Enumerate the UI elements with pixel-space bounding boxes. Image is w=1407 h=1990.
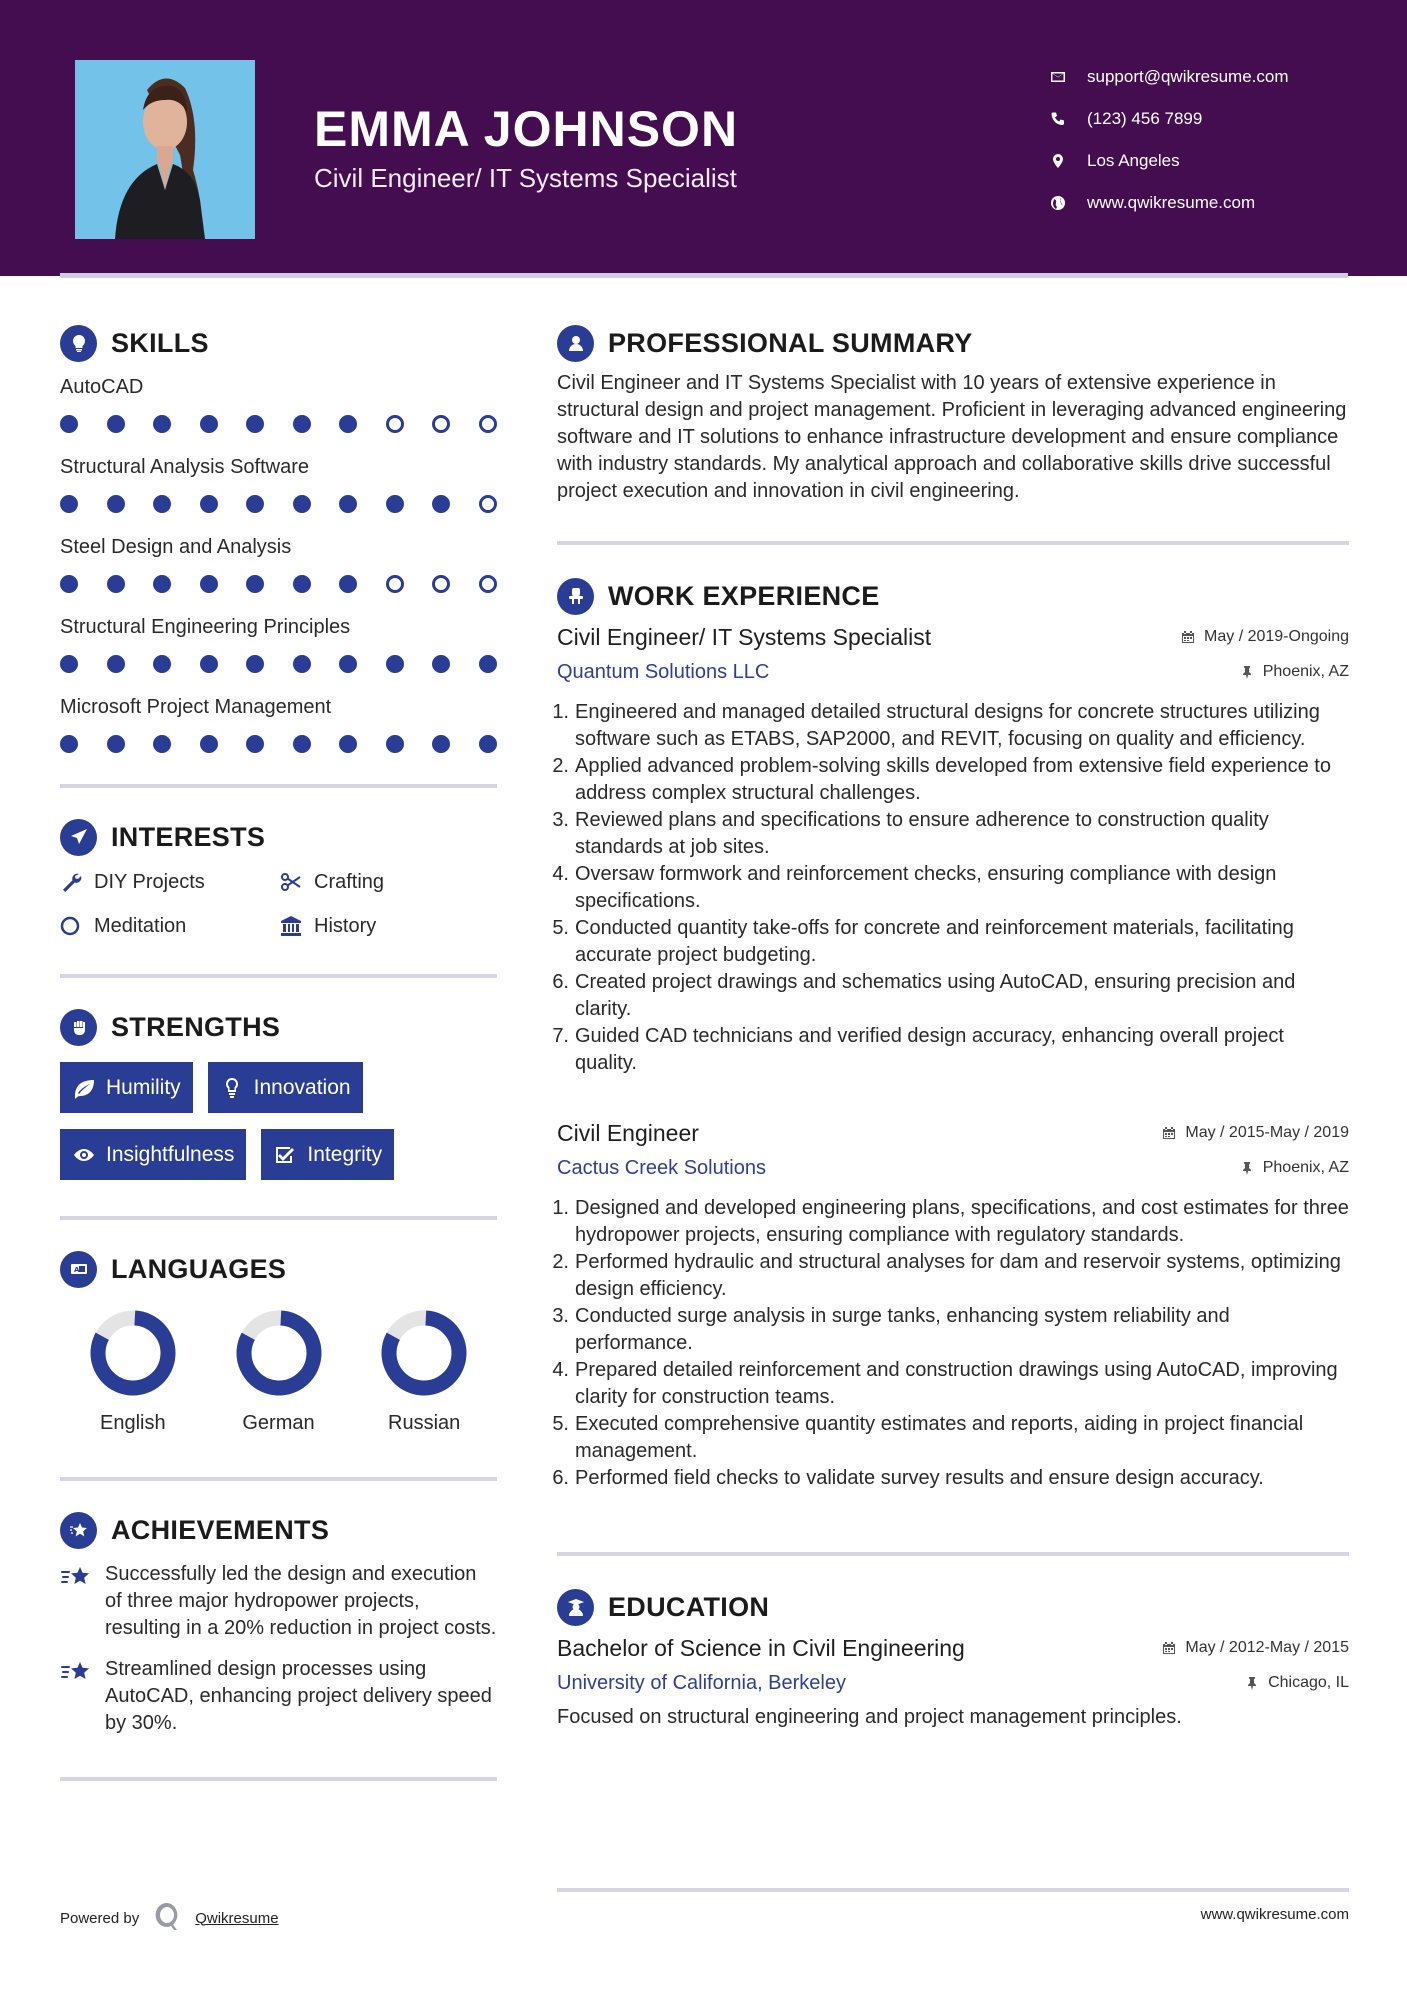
job-location — [1240, 1159, 1349, 1177]
section-divider — [557, 541, 1349, 545]
language-donut — [236, 1310, 322, 1396]
achievement-item — [60, 1561, 497, 1642]
job-dates — [1162, 1124, 1349, 1142]
wrench-icon — [60, 871, 94, 893]
rating-dot-filled — [339, 735, 357, 753]
contact-email[interactable] — [1050, 56, 1289, 98]
skills-list — [60, 372, 497, 766]
bullet-number: 4. — [552, 1359, 569, 1381]
languages-list — [60, 1310, 497, 1435]
fist-icon — [60, 1009, 97, 1046]
achievement-text: Successfully led the design and execution of three major hydropower projects, resulting in a 20% reduction in project costs. — [105, 1563, 497, 1639]
skills-section — [60, 320, 497, 788]
skill-name: Steel Design and Analysis — [60, 536, 292, 558]
experience-heading: WORK EXPERIENCE — [608, 580, 880, 611]
skill-name: Microsoft Project Management — [60, 696, 332, 718]
skill-rating — [60, 642, 497, 686]
graduate-icon — [557, 1589, 594, 1626]
contact-website-text: www.qwikresume.com — [1087, 193, 1256, 212]
bullet-text: Conducted quantity take-offs for concrete and reinforcement materials, facilitating accurate project budgeting. — [575, 917, 1294, 966]
section-divider — [557, 1552, 1349, 1556]
bullet-text: Oversaw formwork and reinforcement checks, ensuring compliance with design specifications. — [575, 863, 1277, 912]
user-icon — [557, 325, 594, 362]
education-location — [1245, 1674, 1349, 1692]
resume-header — [0, 0, 1407, 276]
interests-heading: INTERESTS — [111, 821, 266, 852]
interest-label: DIY Projects — [94, 870, 205, 893]
strength-badge — [208, 1062, 363, 1113]
rating-dot-filled — [293, 735, 311, 753]
rating-dot-filled — [153, 575, 171, 593]
job-bullet — [552, 1411, 1349, 1465]
bullet-number: 5. — [552, 1413, 569, 1435]
language-name: English — [100, 1412, 166, 1434]
bullet-number: 7. — [552, 1025, 569, 1047]
rating-dot-filled — [153, 735, 171, 753]
job-location — [1240, 663, 1349, 681]
job-bullet — [552, 969, 1349, 1023]
achievement-item — [60, 1656, 497, 1737]
rating-dot-filled — [60, 735, 78, 753]
rating-dot-filled — [386, 495, 404, 513]
paper-plane-icon — [60, 819, 97, 856]
interest-label: Meditation — [94, 914, 187, 937]
bullet-number: 2. — [552, 1251, 569, 1273]
qwikresume-logo-icon — [153, 1900, 181, 1936]
degree-title: Bachelor of Science in Civil Engineering — [557, 1634, 965, 1661]
rating-dot-empty — [479, 495, 497, 513]
contact-location — [1050, 140, 1289, 182]
candidate-title: Civil Engineer/ IT Systems Specialist — [314, 163, 737, 193]
language-item — [351, 1310, 497, 1435]
rating-dot-filled — [200, 735, 218, 753]
job-bullet — [552, 807, 1349, 861]
education-section — [557, 1584, 1349, 1731]
rating-dot-filled — [200, 495, 218, 513]
powered-by — [60, 1900, 279, 1936]
rating-dot-filled — [479, 655, 497, 673]
strength-badge — [261, 1129, 394, 1180]
languages-heading: LANGUAGES — [111, 1253, 287, 1284]
rating-dot-filled — [246, 415, 264, 433]
education-location-text: Chicago, IL — [1268, 1674, 1349, 1691]
skills-heading: SKILLS — [111, 327, 209, 358]
calendar-icon — [1162, 1641, 1176, 1655]
job-dates-text: May / 2019-Ongoing — [1204, 628, 1349, 645]
rating-dot-filled — [386, 735, 404, 753]
powered-by-label: Powered by — [60, 1909, 140, 1927]
skill-name: Structural Engineering Principles — [60, 616, 351, 638]
contact-phone[interactable] — [1050, 98, 1289, 140]
interests-list — [60, 866, 497, 942]
bullet-number: 3. — [552, 809, 569, 831]
contact-phone-text: (123) 456 7899 — [1087, 109, 1203, 128]
bullet-text: Created project drawings and schematics using AutoCAD, ensuring precision and clarity. — [575, 971, 1296, 1020]
scissors-icon — [280, 871, 314, 893]
candidate-name: EMMA JOHNSON — [314, 101, 739, 157]
bullet-text: Engineered and managed detailed structural designs for concrete structures utilizing software such as ETABS, SAP2000, and REVIT, focusing on quality and efficiency. — [575, 701, 1320, 750]
rating-dot-empty — [386, 575, 404, 593]
interest-label: Crafting — [314, 870, 385, 893]
rating-dot-filled — [153, 415, 171, 433]
contact-location-text: Los Angeles — [1087, 151, 1180, 170]
summary-heading: PROFESSIONAL SUMMARY — [608, 327, 973, 358]
job-dates — [1181, 628, 1349, 646]
profile-photo-image — [75, 60, 255, 239]
interest-item — [60, 866, 280, 898]
achievement-text: Streamlined design processes using AutoCAD, enhancing project delivery speed by 30%. — [105, 1658, 492, 1734]
skill-rating — [60, 402, 497, 446]
job-bullet — [552, 699, 1349, 753]
experience-section — [552, 573, 1349, 1556]
phone-icon — [1050, 111, 1087, 127]
job-location-text: Phoenix, AZ — [1262, 1159, 1349, 1176]
qwikresume-link[interactable]: Qwikresume — [195, 1909, 279, 1927]
company-name: Cactus Creek Solutions — [557, 1156, 766, 1179]
bullet-text: Performed hydraulic and structural analyses for dam and reservoir systems, optimizing design efficiency. — [575, 1251, 1341, 1300]
rating-dot-filled — [60, 415, 78, 433]
rating-dot-filled — [293, 575, 311, 593]
rating-dot-empty — [386, 415, 404, 433]
bullet-text: Applied advanced problem-solving skills developed from extensive field experience to address complex structural challenges. — [575, 755, 1331, 804]
interests-section — [60, 814, 497, 978]
skill-rating — [60, 562, 497, 606]
job-bullet — [552, 915, 1349, 969]
leaf-icon — [72, 1077, 96, 1099]
education-description: Focused on structural engineering and project management principles. — [557, 1706, 1182, 1728]
footer-divider — [557, 1888, 1349, 1892]
rating-dot-filled — [246, 735, 264, 753]
job-location-text: Phoenix, AZ — [1262, 663, 1349, 680]
job-bullet — [552, 1357, 1349, 1411]
section-divider — [60, 1216, 497, 1220]
bullet-text: Executed comprehensive quantity estimates and reports, aiding in project financial management. — [575, 1413, 1304, 1462]
school-name: University of California, Berkeley — [557, 1671, 846, 1694]
job-entry — [552, 1115, 1349, 1492]
job-bullet — [552, 861, 1349, 915]
interest-item — [60, 910, 280, 942]
section-divider — [60, 974, 497, 978]
globe-icon — [1050, 195, 1087, 211]
pushpin-icon — [1245, 1676, 1259, 1690]
bullet-number: 1. — [552, 1197, 569, 1219]
check-square-icon — [273, 1144, 297, 1166]
calendar-icon — [1181, 630, 1195, 644]
shooting-star-icon — [60, 1656, 105, 1737]
skill-rating — [60, 722, 497, 766]
jobs-list — [552, 619, 1349, 1492]
education-dates — [1162, 1639, 1349, 1657]
education-dates-text: May / 2012-May / 2015 — [1185, 1639, 1349, 1656]
rating-dot-filled — [246, 495, 264, 513]
bullet-number: 4. — [552, 863, 569, 885]
rating-dot-filled — [432, 735, 450, 753]
rating-dot-filled — [60, 655, 78, 673]
job-bullet — [552, 1195, 1349, 1249]
chair-icon — [557, 578, 594, 615]
skill-name: Structural Analysis Software — [60, 456, 309, 478]
bullet-text: Conducted surge analysis in surge tanks, enhancing system reliability and performance. — [575, 1305, 1230, 1354]
contact-email-text: support@qwikresume.com — [1087, 67, 1289, 86]
map-marker-icon — [1050, 153, 1087, 169]
achievements-heading: ACHIEVEMENTS — [111, 1514, 330, 1545]
pushpin-icon — [1240, 665, 1254, 679]
rating-dot-filled — [386, 655, 404, 673]
job-bullet — [552, 1023, 1349, 1077]
rating-dot-filled — [60, 575, 78, 593]
job-bullets — [552, 699, 1349, 1077]
bullet-text: Guided CAD technicians and verified design accuracy, enhancing overall project quality. — [575, 1025, 1284, 1074]
strength-label: Innovation — [253, 1075, 351, 1099]
rating-dot-empty — [432, 575, 450, 593]
left-column — [60, 320, 497, 1781]
achievements-list — [60, 1561, 497, 1737]
language-name: Russian — [388, 1412, 461, 1434]
job-title: Civil Engineer — [557, 1119, 699, 1146]
skill-name: AutoCAD — [60, 376, 144, 398]
rating-dot-filled — [246, 575, 264, 593]
education-heading: EDUCATION — [608, 1591, 770, 1622]
rating-dot-empty — [432, 415, 450, 433]
star-icon — [60, 1512, 97, 1549]
strengths-heading: STRENGTHS — [111, 1011, 281, 1042]
job-bullet — [552, 1465, 1349, 1492]
job-entry — [552, 619, 1349, 1077]
rating-dot-filled — [339, 575, 357, 593]
rating-dot-filled — [200, 415, 218, 433]
pushpin-icon — [1240, 1161, 1254, 1175]
job-bullet — [552, 1249, 1349, 1303]
bullet-number: 6. — [552, 971, 569, 993]
envelope-icon — [1050, 69, 1087, 85]
section-divider — [60, 784, 497, 788]
lightbulb-icon — [220, 1077, 244, 1099]
interest-item — [280, 866, 497, 898]
bullet-text: Reviewed plans and specifications to ensure adherence to construction quality standards at job sites. — [575, 809, 1269, 858]
bullet-text: Prepared detailed reinforcement and construction drawings using AutoCAD, improving clarity for construction teams. — [575, 1359, 1338, 1408]
company-name: Quantum Solutions LLC — [557, 660, 770, 683]
strength-label: Integrity — [307, 1142, 383, 1166]
skill-rating — [60, 482, 497, 526]
eye-icon — [72, 1144, 96, 1166]
rating-dot-filled — [107, 575, 125, 593]
strength-label: Humility — [106, 1075, 181, 1099]
languages-section — [60, 1246, 497, 1481]
summary-text: Civil Engineer and IT Systems Specialist with 10 years of extensive experience in structural design and project management. Proficient in leveraging advanced engineering software and IT solutions to enhance infrastructure development and ensure compliance with industry standards. My analytical approach and collaborative skills drive successful project execution and innovation in civil engineering. — [557, 372, 1347, 502]
footer-url[interactable]: www.qwikresume.com — [1200, 1906, 1349, 1923]
rating-dot-filled — [293, 415, 311, 433]
language-name: German — [242, 1412, 315, 1434]
section-divider — [60, 1477, 497, 1481]
rating-dot-filled — [293, 495, 311, 513]
rating-dot-filled — [339, 655, 357, 673]
lightbulb-icon — [60, 325, 97, 362]
rating-dot-filled — [479, 735, 497, 753]
job-title: Civil Engineer/ IT Systems Specialist — [557, 623, 932, 650]
strengths-section — [60, 1004, 497, 1220]
contact-list — [1050, 56, 1289, 224]
bullet-number: 1. — [552, 701, 569, 723]
rating-dot-filled — [339, 495, 357, 513]
right-column — [552, 320, 1349, 1731]
rating-dot-filled — [107, 735, 125, 753]
rating-dot-filled — [200, 575, 218, 593]
job-dates-text: May / 2015-May / 2019 — [1185, 1124, 1349, 1141]
education-entry — [557, 1630, 1349, 1731]
bullet-text: Designed and developed engineering plans, specifications, and cost estimates for three hydropower projects, ensuring compliance with regulatory standards. — [575, 1197, 1349, 1246]
bullet-number: 6. — [552, 1467, 569, 1489]
bullet-number: 3. — [552, 1305, 569, 1327]
language-donut — [90, 1310, 176, 1396]
rating-dot-filled — [293, 655, 311, 673]
rating-dot-filled — [432, 495, 450, 513]
rating-dot-filled — [200, 655, 218, 673]
shooting-star-icon — [60, 1561, 105, 1642]
rating-dot-filled — [339, 415, 357, 433]
bank-icon — [280, 915, 314, 937]
job-bullets — [552, 1195, 1349, 1492]
rating-dot-filled — [60, 495, 78, 513]
rating-dot-filled — [246, 655, 264, 673]
interest-item — [280, 910, 497, 942]
strength-badge — [60, 1062, 193, 1113]
rating-dot-filled — [153, 655, 171, 673]
contact-website[interactable] — [1050, 182, 1289, 224]
language-donut — [381, 1310, 467, 1396]
header-divider — [60, 273, 1348, 278]
bullet-number: 2. — [552, 755, 569, 777]
rating-dot-filled — [107, 495, 125, 513]
strengths-list — [60, 1062, 497, 1180]
job-bullet — [552, 753, 1349, 807]
circle-icon — [60, 915, 94, 937]
language-icon — [60, 1251, 97, 1288]
profile-photo — [75, 60, 255, 239]
language-item — [206, 1310, 352, 1435]
strength-label: Insightfulness — [106, 1142, 235, 1166]
svg-text:A: A — [73, 1266, 79, 1274]
section-divider — [60, 1777, 497, 1781]
calendar-icon — [1162, 1126, 1176, 1140]
achievements-section — [60, 1507, 497, 1781]
rating-dot-filled — [432, 655, 450, 673]
rating-dot-filled — [107, 415, 125, 433]
bullet-text: Performed field checks to validate survey results and ensure design accuracy. — [575, 1467, 1264, 1489]
language-item — [60, 1310, 206, 1435]
strength-badge — [60, 1129, 246, 1180]
bullet-number: 5. — [552, 917, 569, 939]
job-bullet — [552, 1303, 1349, 1357]
summary-section — [557, 320, 1349, 545]
rating-dot-filled — [153, 495, 171, 513]
interest-label: History — [314, 914, 377, 937]
rating-dot-filled — [107, 655, 125, 673]
rating-dot-empty — [479, 415, 497, 433]
rating-dot-empty — [479, 575, 497, 593]
